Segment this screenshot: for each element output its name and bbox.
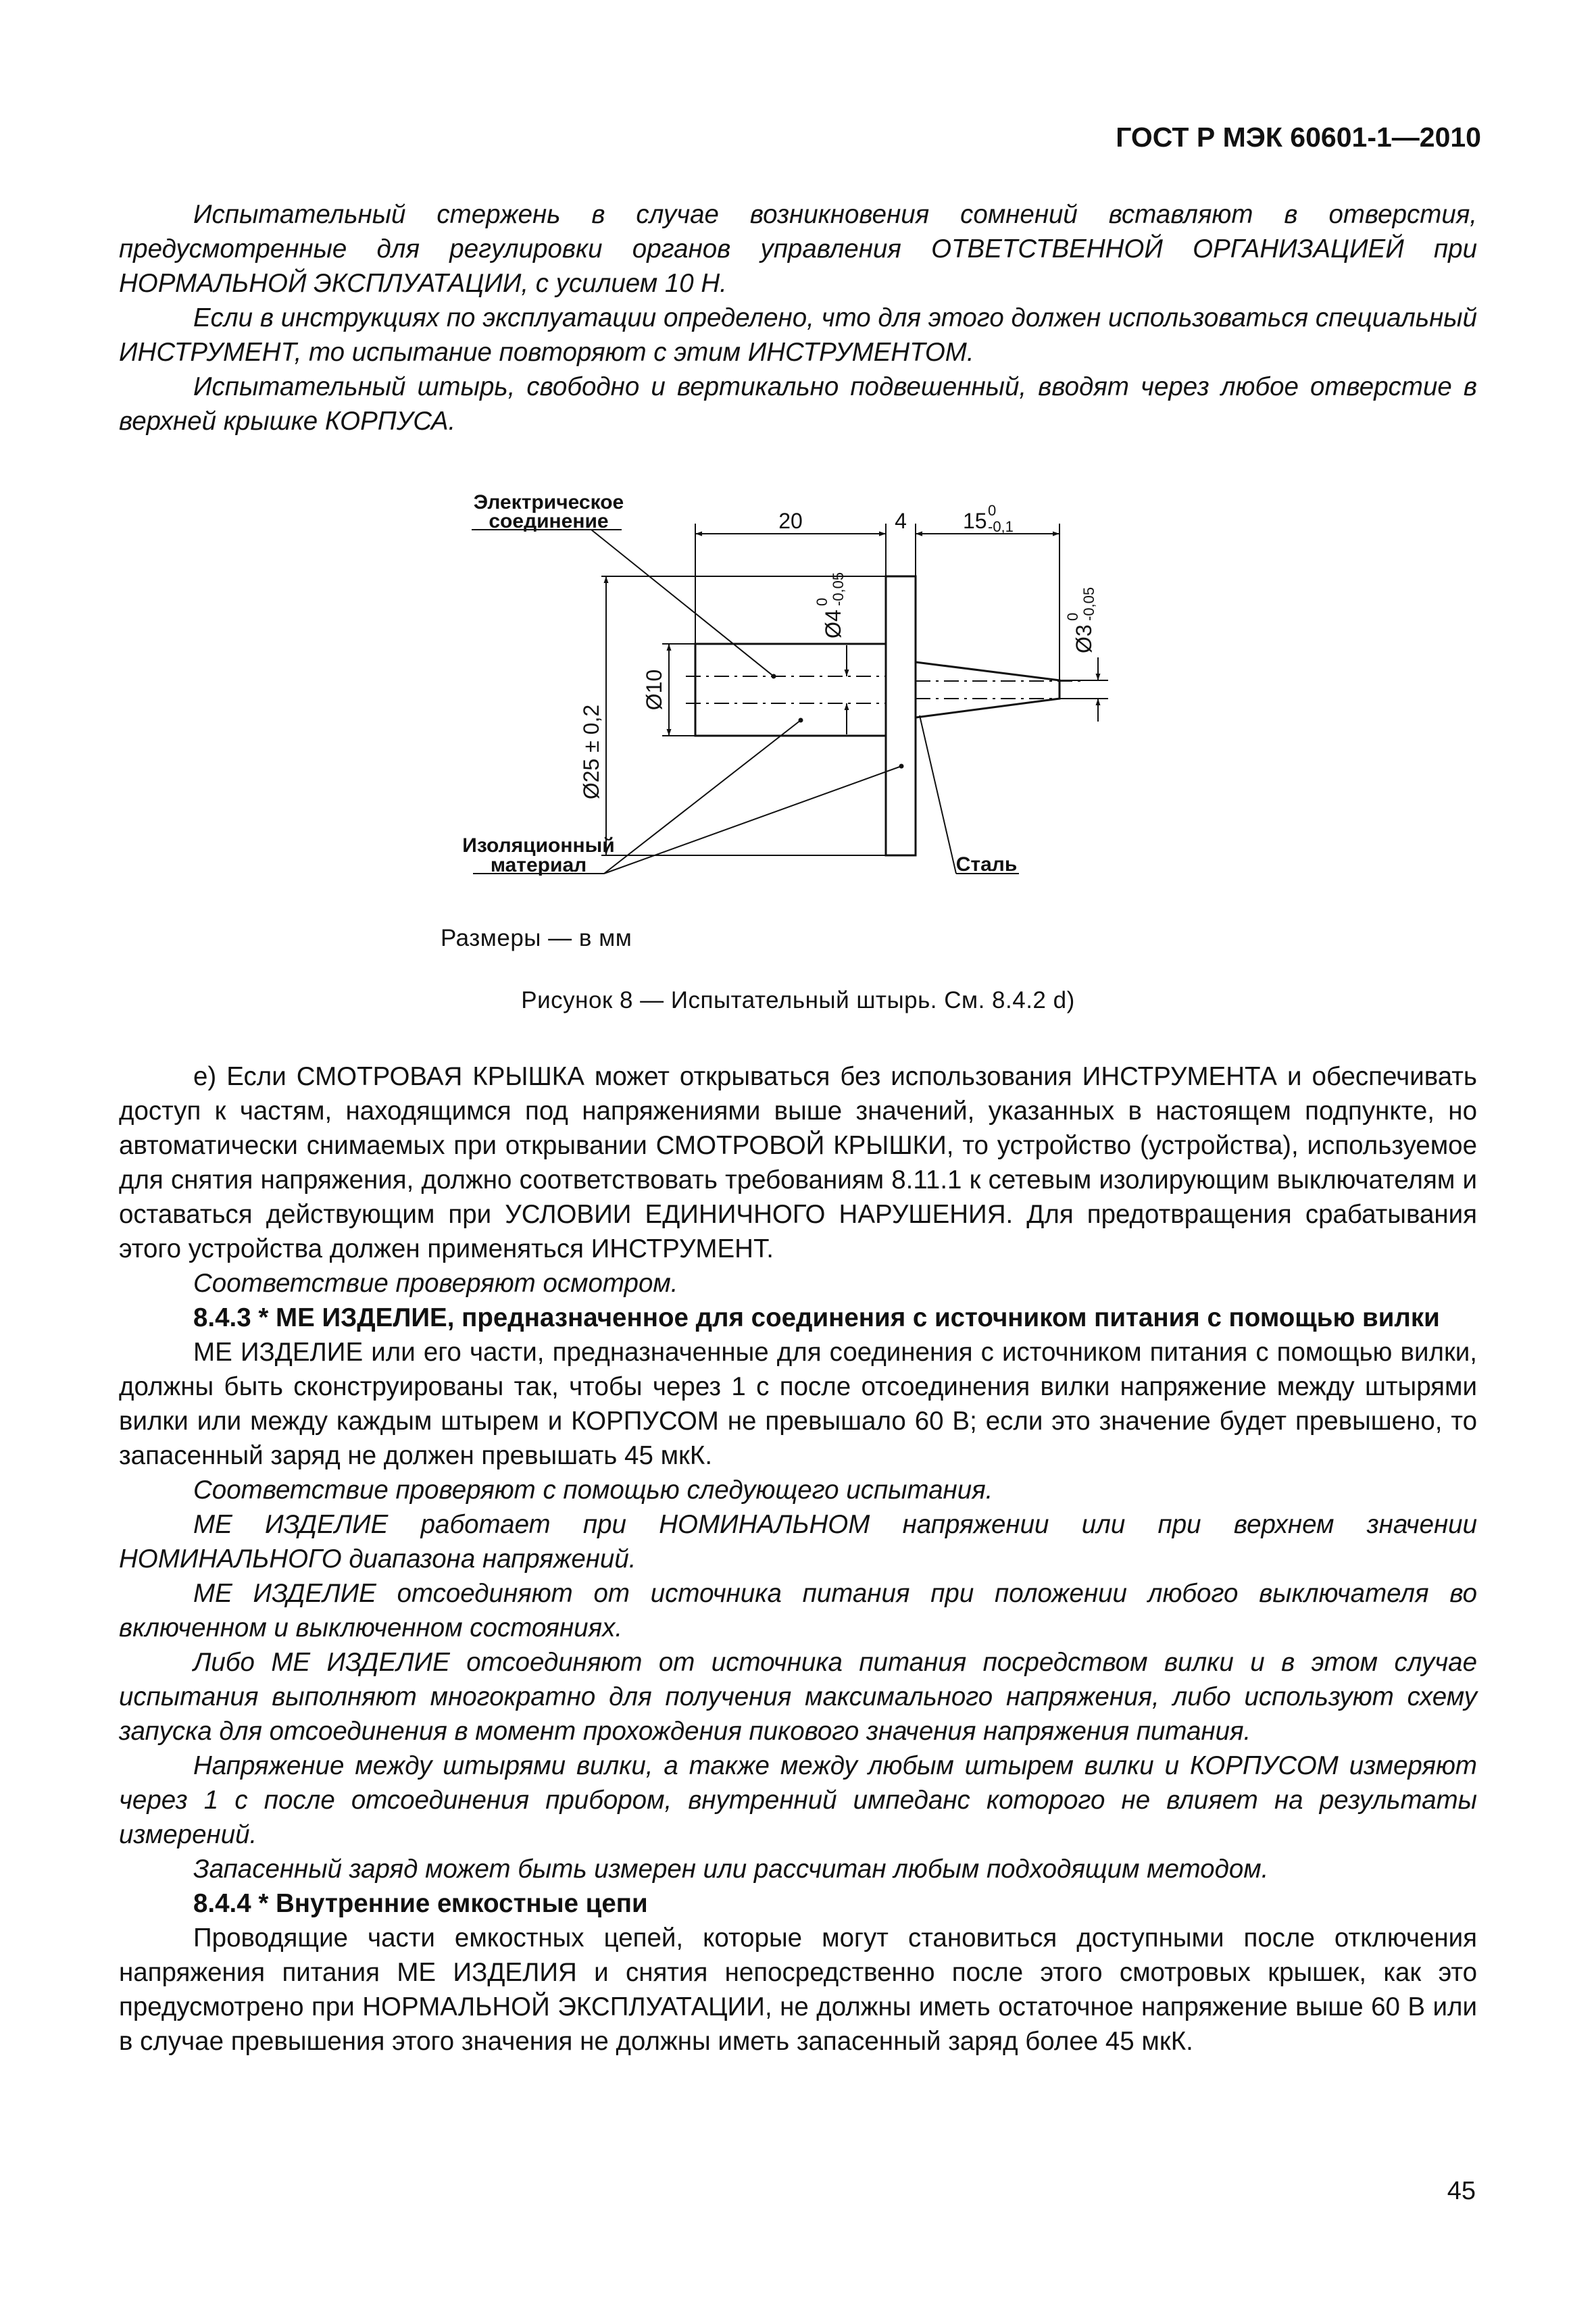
page-number: 45	[1447, 2177, 1476, 2205]
paragraph: Либо МЕ ИЗДЕЛИЕ отсоединяют от источника питания посредством вилки и в этом случае испытания выполняют многократно для получения максимального напряжения, либо используют схему запуска для отсоединения в момент прохождения пикового значения напряжения питания.	[119, 1648, 1477, 1746]
label-electric-connection: Электрическое	[473, 491, 624, 513]
figure-caption: Рисунок 8 — Испытательный штырь. См. 8.4.2 d)	[521, 987, 1075, 1013]
paragraph: e) Если СМОТРОВАЯ КРЫШКА может открываться без использования ИНСТРУМЕНТА и обеспечивать доступ к частям, находящимся под напряжениями выше значений, указанных в настоящем подпункте, но автоматически снимаемых при открывании СМОТРОВОЙ КРЫШКИ, то устройство (устройства), используемое для снятия напряжения, должно соответствовать требованиям 8.11.1 к сетевым изолирующим выключателям и оставаться действующим при УСЛОВИИ ЕДИНИЧНОГО НАРУШЕНИЯ. Для предотвращения срабатывания этого устройства должен применяться ИНСТРУМЕНТ.	[119, 1062, 1477, 1263]
paragraph: Запасенный заряд может быть измерен или рассчитан любым подходящим методом.	[193, 1855, 1269, 1884]
dim-d10: Ø10	[642, 669, 666, 711]
dim-15-tol-lower: -0,1	[988, 518, 1014, 535]
dim-15: 15	[963, 509, 987, 533]
label-insulation-2: материал	[490, 854, 587, 876]
dim-d3: Ø3	[1072, 624, 1096, 653]
paragraph: Соответствие проверяют осмотром.	[193, 1269, 678, 1298]
paragraph: МЕ ИЗДЕЛИЕ работает при НОМИНАЛЬНОМ напряжении или при верхнем значении НОМИНАЛЬНОГО диапазона напряжений.	[119, 1510, 1477, 1574]
paragraph: МЕ ИЗДЕЛИЕ или его части, предназначенные для соединения с источником питания с помощью вилки, должны быть сконструированы так, чтобы через 1 с после отсоединения вилки напряжение между штырями вилки или между каждым штырем и КОРПУСОМ не превышало 60 В; если это значение будет превышено, то запасенный заряд не должен превышать 45 мкК.	[119, 1338, 1477, 1470]
paragraph: Напряжение между штырями вилки, а также между любым штырем вилки и КОРПУСОМ измеряют через 1 с после отсоединения прибором, внутренний импеданс которого не влияет на результаты измерений.	[119, 1751, 1477, 1849]
standard-header: ГОСТ Р МЭК 60601-1—2010	[1116, 122, 1481, 153]
paragraph: МЕ ИЗДЕЛИЕ отсоединяют от источника питания при положении любого выключателя во включенном и выключенном состояниях.	[119, 1579, 1477, 1642]
flange	[886, 576, 916, 855]
dim-d4: Ø4	[821, 609, 845, 638]
paragraph: Проводящие части емкостных цепей, которые могут становиться доступными после отключения напряжения питания МЕ ИЗДЕЛИЯ и снятия непосредственно после этого смотровых крышек, как это предусмотрено при НОРМАЛЬНОЙ ЭКСПЛУАТАЦИИ, не должны иметь остаточное напряжение выше 60 В или в случае превышения этого значения не должны иметь запасенный заряд более 45 мкК.	[119, 1923, 1477, 2056]
intro-text	[119, 197, 1477, 438]
dim-d3-tol-upper: 0	[1064, 612, 1081, 621]
section-heading: 8.4.3 * МЕ ИЗДЕЛИЕ, предназначенное для соединения с источником питания с помощью вилки	[193, 1303, 1440, 1332]
body-text	[119, 1059, 1477, 2059]
label-insulation: Изоляционный	[462, 834, 615, 857]
insulation-cylinder	[695, 644, 886, 736]
dim-d4-tol-lower: -0,05	[830, 572, 847, 606]
dim-d4-tol-upper: 0	[814, 597, 830, 606]
dim-15-tol-upper: 0	[988, 502, 997, 519]
dim-4: 4	[895, 509, 907, 533]
paragraph: Соответствие проверяют с помощью следующего испытания.	[193, 1476, 993, 1505]
paragraph: Испытательный стержень в случае возникновения сомнений вставляют в отверстия, предусмотренные для регулировки органов управления ОТВЕТСТВЕННОЙ ОРГАНИЗАЦИЕЙ при НОРМАЛЬНОЙ ЭКСПЛУАТАЦИИ, с усилием 10 Н.	[119, 200, 1477, 298]
test-pin-drawing	[432, 476, 1149, 909]
units-note: Размеры — в мм	[441, 925, 632, 951]
paragraph: Испытательный штырь, свободно и вертикально подвешенный, вводят через любое отверстие в верхней крышке КОРПУСА.	[119, 372, 1477, 436]
steel-tip	[916, 662, 1059, 718]
dim-20: 20	[778, 509, 803, 533]
dim-d3-tol-lower: -0,05	[1080, 586, 1097, 621]
label-electric-connection-2: соединение	[489, 510, 609, 532]
dim-d25: Ø25 ± 0,2	[579, 704, 603, 800]
section-heading: 8.4.4 * Внутренние емкостные цепи	[193, 1889, 648, 1918]
paragraph: Если в инструкциях по эксплуатации определено, что для этого должен использоваться специальный ИНСТРУМЕНТ, то испытание повторяют с этим ИНСТРУМЕНТОМ.	[119, 303, 1477, 367]
label-steel: Сталь	[955, 853, 1018, 876]
